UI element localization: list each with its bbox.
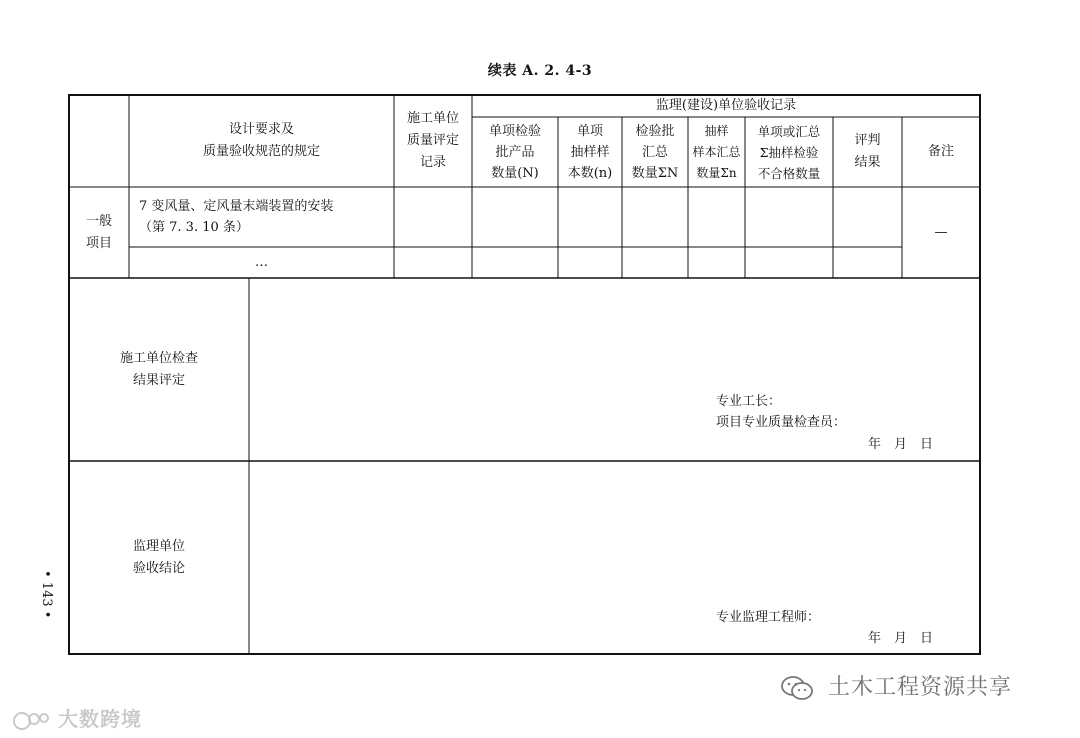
contractor-check-label: 施工单位检查 结果评定 <box>119 350 198 388</box>
supervisor-date: 年 月 日 <box>868 631 934 646</box>
header-design-requirements: 设计要求及 质量验收规范的规定 <box>202 122 320 159</box>
ellipsis-row: … <box>255 254 268 270</box>
header-contractor-record: 施工单位 质量评定 记录 <box>406 111 459 170</box>
table-caption: 续表 A. 2. 4-3 <box>487 63 593 79</box>
remark-dash: — <box>934 224 948 240</box>
category-general-items: 一般 项目 <box>85 213 112 251</box>
watermark-right <box>780 670 1012 701</box>
header-supervision-group: 监理(建设)单位验收记录 <box>655 98 797 113</box>
brand-logo-icon <box>12 710 50 732</box>
watermark-left <box>12 703 142 732</box>
wechat-icon <box>780 675 814 701</box>
header-batch-sum: 检验批 汇总 数量ΣN <box>631 123 679 181</box>
header-sample-count: 单项 抽样样 本数(n) <box>567 123 613 181</box>
item-7-text: 7 变风量、定风量末端装置的安装 （第 7. 3. 10 条） <box>139 199 334 235</box>
header-fail-count: 单项或汇总 Σ抽样检验 不合格数量 <box>757 123 821 181</box>
watermark-left-text: 大数跨境 <box>57 707 142 731</box>
page-number: • 143 • <box>39 570 54 619</box>
supervisor-conclusion-label: 监理单位 验收结论 <box>132 538 185 576</box>
header-remark: 备注 <box>927 144 954 159</box>
supervising-engineer-label: 专业监理工程师： <box>716 610 821 625</box>
contractor-date: 年 月 日 <box>868 437 934 452</box>
quality-inspector-label: 项目专业质量检查员： <box>716 415 847 430</box>
header-sample-sum: 抽样 样本汇总 数量Σn <box>692 123 741 180</box>
watermark-right-text: 土木工程资源共享 <box>828 675 1013 700</box>
foreman-label: 专业工长： <box>716 394 782 409</box>
header-judgement: 评判 结果 <box>854 133 881 170</box>
header-batch-quantity: 单项检验 批产品 数量(N) <box>488 123 541 181</box>
